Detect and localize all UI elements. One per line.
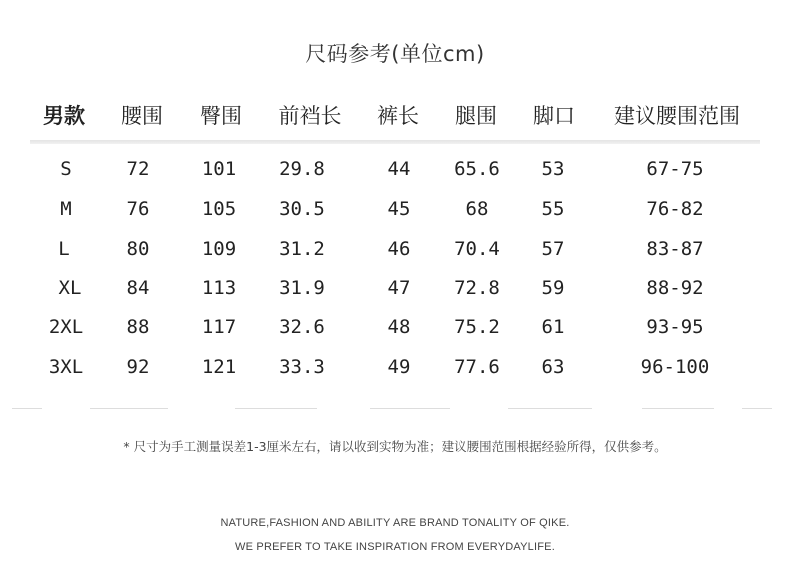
divider-segment (90, 408, 168, 409)
cell-leg-opening: 53 (541, 158, 565, 180)
cell-hip: 101 (201, 158, 237, 180)
cell-thigh: 75.2 (454, 316, 500, 338)
cell-length: 46 (387, 238, 411, 260)
brand-slogan-line-2: WE PREFER TO TAKE INSPIRATION FROM EVERYDAYLIFE. (235, 541, 555, 553)
table-row (0, 198, 790, 226)
cell-waist: 84 (126, 277, 150, 299)
table-row (0, 356, 790, 384)
cell-waist-range: 83-87 (646, 238, 704, 260)
measurement-note: * 尺寸为手工测量误差1-3厘米左右，请以收到实物为准；建议腰围范围根据经验所得，仅供参考。 (123, 439, 667, 454)
cell-length: 48 (387, 316, 411, 338)
cell-size: S (60, 158, 72, 180)
header-cell-hip: 臀围 (200, 104, 242, 128)
cell-front-rise: 31.2 (279, 238, 325, 260)
cell-length: 47 (387, 277, 411, 299)
cell-waist-range: 88-92 (646, 277, 704, 299)
header-cell-waist-range: 建议腰围范围 (614, 104, 740, 128)
cell-waist-range: 67-75 (646, 158, 704, 180)
cell-front-rise: 33.3 (279, 356, 325, 378)
divider-segment (12, 408, 42, 409)
cell-waist: 88 (126, 316, 150, 338)
cell-waist-range: 96-100 (640, 356, 710, 378)
cell-length: 49 (387, 356, 411, 378)
cell-waist: 76 (126, 198, 150, 220)
cell-front-rise: 31.9 (279, 277, 325, 299)
cell-hip: 121 (201, 356, 237, 378)
cell-thigh: 72.8 (454, 277, 500, 299)
table-header (0, 100, 790, 134)
cell-size: 2XL (48, 316, 84, 338)
cell-thigh: 77.6 (454, 356, 500, 378)
cell-leg-opening: 59 (541, 277, 565, 299)
cell-waist-range: 93-95 (646, 316, 704, 338)
bottom-divider (0, 408, 790, 410)
cell-hip: 113 (201, 277, 237, 299)
header-cell-waist: 腰围 (121, 104, 163, 128)
table-row (0, 238, 790, 266)
cell-waist: 80 (126, 238, 150, 260)
divider-segment (508, 408, 592, 409)
header-cell-gender: 男款 (43, 104, 85, 128)
header-cell-leg-opening: 脚口 (533, 104, 575, 128)
cell-leg-opening: 57 (541, 238, 565, 260)
cell-front-rise: 32.6 (279, 316, 325, 338)
brand-slogan-line-1: NATURE,FASHION AND ABILITY ARE BRAND TONALITY OF QIKE. (220, 517, 570, 529)
page-title: 尺码参考(单位cm) (305, 42, 485, 66)
cell-thigh: 65.6 (454, 158, 500, 180)
cell-size: XL (58, 277, 82, 299)
table-row (0, 277, 790, 305)
cell-front-rise: 30.5 (279, 198, 325, 220)
cell-front-rise: 29.8 (279, 158, 325, 180)
cell-length: 45 (387, 198, 411, 220)
header-cell-front-rise: 前裆长 (278, 104, 342, 128)
cell-leg-opening: 63 (541, 356, 565, 378)
cell-waist-range: 76-82 (646, 198, 704, 220)
divider-segment (235, 408, 317, 409)
cell-leg-opening: 61 (541, 316, 565, 338)
cell-leg-opening: 55 (541, 198, 565, 220)
header-cell-length: 裤长 (377, 104, 419, 128)
table-row (0, 158, 790, 186)
cell-length: 44 (387, 158, 411, 180)
cell-hip: 105 (201, 198, 237, 220)
divider-segment (370, 408, 450, 409)
cell-hip: 117 (201, 316, 237, 338)
cell-waist: 72 (126, 158, 150, 180)
cell-thigh: 70.4 (454, 238, 500, 260)
cell-size: M (60, 198, 72, 220)
divider-segment (642, 408, 714, 409)
cell-waist: 92 (126, 356, 150, 378)
divider-segment (742, 408, 772, 409)
cell-size: 3XL (48, 356, 84, 378)
cell-thigh: 68 (465, 198, 489, 220)
cell-hip: 109 (201, 238, 237, 260)
cell-size: L (58, 238, 70, 260)
header-divider (30, 140, 760, 144)
header-cell-thigh: 腿围 (455, 104, 497, 128)
table-row (0, 316, 790, 344)
